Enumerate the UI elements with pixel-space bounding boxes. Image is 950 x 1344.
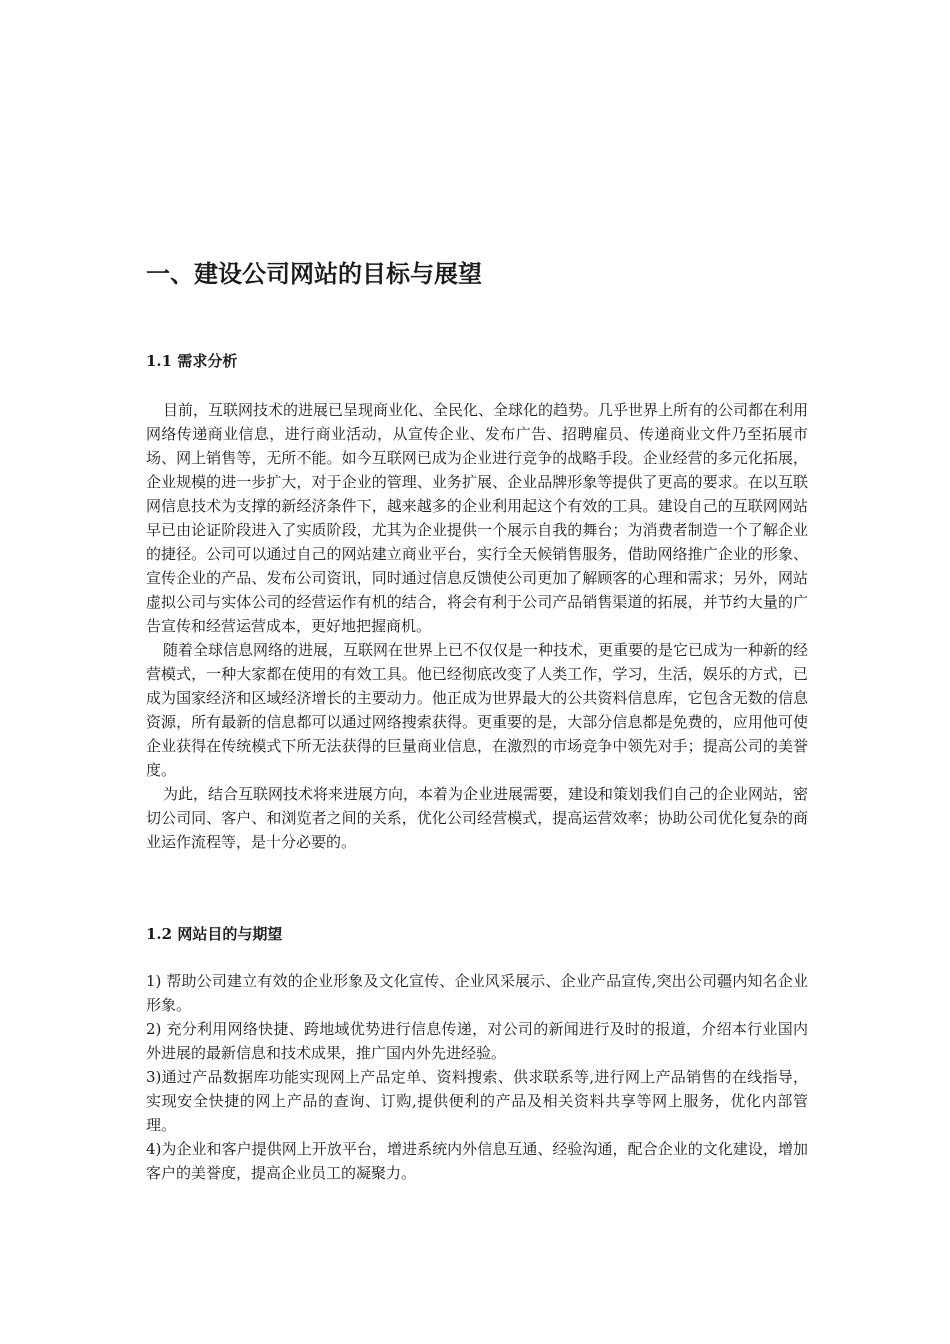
section-heading-goals: 1.2 网站目的与期望 — [146, 925, 283, 943]
list-item: 4)为企业和客户提供网上开放平台，增进系统内外信息互通、经验沟通，配合企业的文化建设，增加客户的美誉度，提高企业员工的凝聚力。 — [146, 1140, 808, 1182]
main-heading: 一、建设公司网站的目标与展望 — [146, 260, 482, 288]
section-body-requirements — [146, 398, 808, 854]
section-body-goals — [146, 969, 808, 1185]
paragraph: 目前，互联网技术的进展已呈现商业化、全民化、全球化的趋势。几乎世界上所有的公司都在利用网络传递商业信息，进行商业活动，从宣传企业、发布广告、招聘雇员、传递商业文件乃至拓展市场、网上销售等，无所不能。如今互联网已成为企业进行竞争的战略手段。企业经营的多元化拓展，企业规模的进一步扩大，对于企业的管理、业务扩展、企业品牌形象等提供了更高的要求。在以互联网信息技术为支撑的新经济条件下，越来越多的企业利用起这个有效的工具。建设自己的互联网网站早已由论证阶段进入了实质阶段，尤其为企业提供一个展示自我的舞台；为消费者制造一个了解企业的捷径。公司可以通过自己的网站建立商业平台，实行全天候销售服务，借助网络推广企业的形象、宣传企业的产品、发布公司资讯，同时通过信息反馈使公司更加了解顾客的心理和需求；另外，网站虚拟公司与实体公司的经营运作有机的结合，将会有利于公司产品销售渠道的拓展，并节约大量的广告宣传和经营运营成本，更好地把握商机。 — [146, 401, 809, 635]
section-heading-requirements: 1.1 需求分析 — [146, 352, 238, 370]
paragraph: 为此，结合互联网技术将来进展方向，本着为企业进展需要，建设和策划我们自己的企业网站，密切公司同、客户、和浏览者之间的关系，优化公司经营模式，提高运营效率；协助公司优化复杂的商业运作流程等，是十分必要的。 — [146, 785, 809, 851]
paragraph: 随着全球信息网络的进展，互联网在世界上已不仅仅是一种技术，更重要的是它已成为一种新的经营模式，一种大家都在使用的有效工具。他已经彻底改变了人类工作，学习，生活，娱乐的方式，已成为国家经济和区域经济增长的主要动力。他正成为世界最大的公共资料信息库，它包含无数的信息资源，所有最新的信息都可以通过网络搜索获得。更重要的是，大部分信息都是免费的，应用他可使企业获得在传统模式下所无法获得的巨量商业信息，在激烈的市场竞争中领先对手；提高公司的美誉度。 — [146, 641, 809, 779]
list-item: 2) 充分利用网络快捷、跨地域优势进行信息传递，对公司的新闻进行及时的报道，介绍本行业国内外进展的最新信息和技术成果，推广国内外先进经验。 — [146, 1020, 808, 1062]
list-item: 3)通过产品数据库功能实现网上产品定单、资料搜索、供求联系等,进行网上产品销售的在线指导，实现安全快捷的网上产品的查询、订购,提供便利的产品及相关资料共享等网上服务，优化内部管理。 — [146, 1068, 808, 1134]
list-item: 1) 帮助公司建立有效的企业形象及文化宣传、企业风采展示、企业产品宣传,突出公司疆内知名企业形象。 — [146, 972, 808, 1014]
